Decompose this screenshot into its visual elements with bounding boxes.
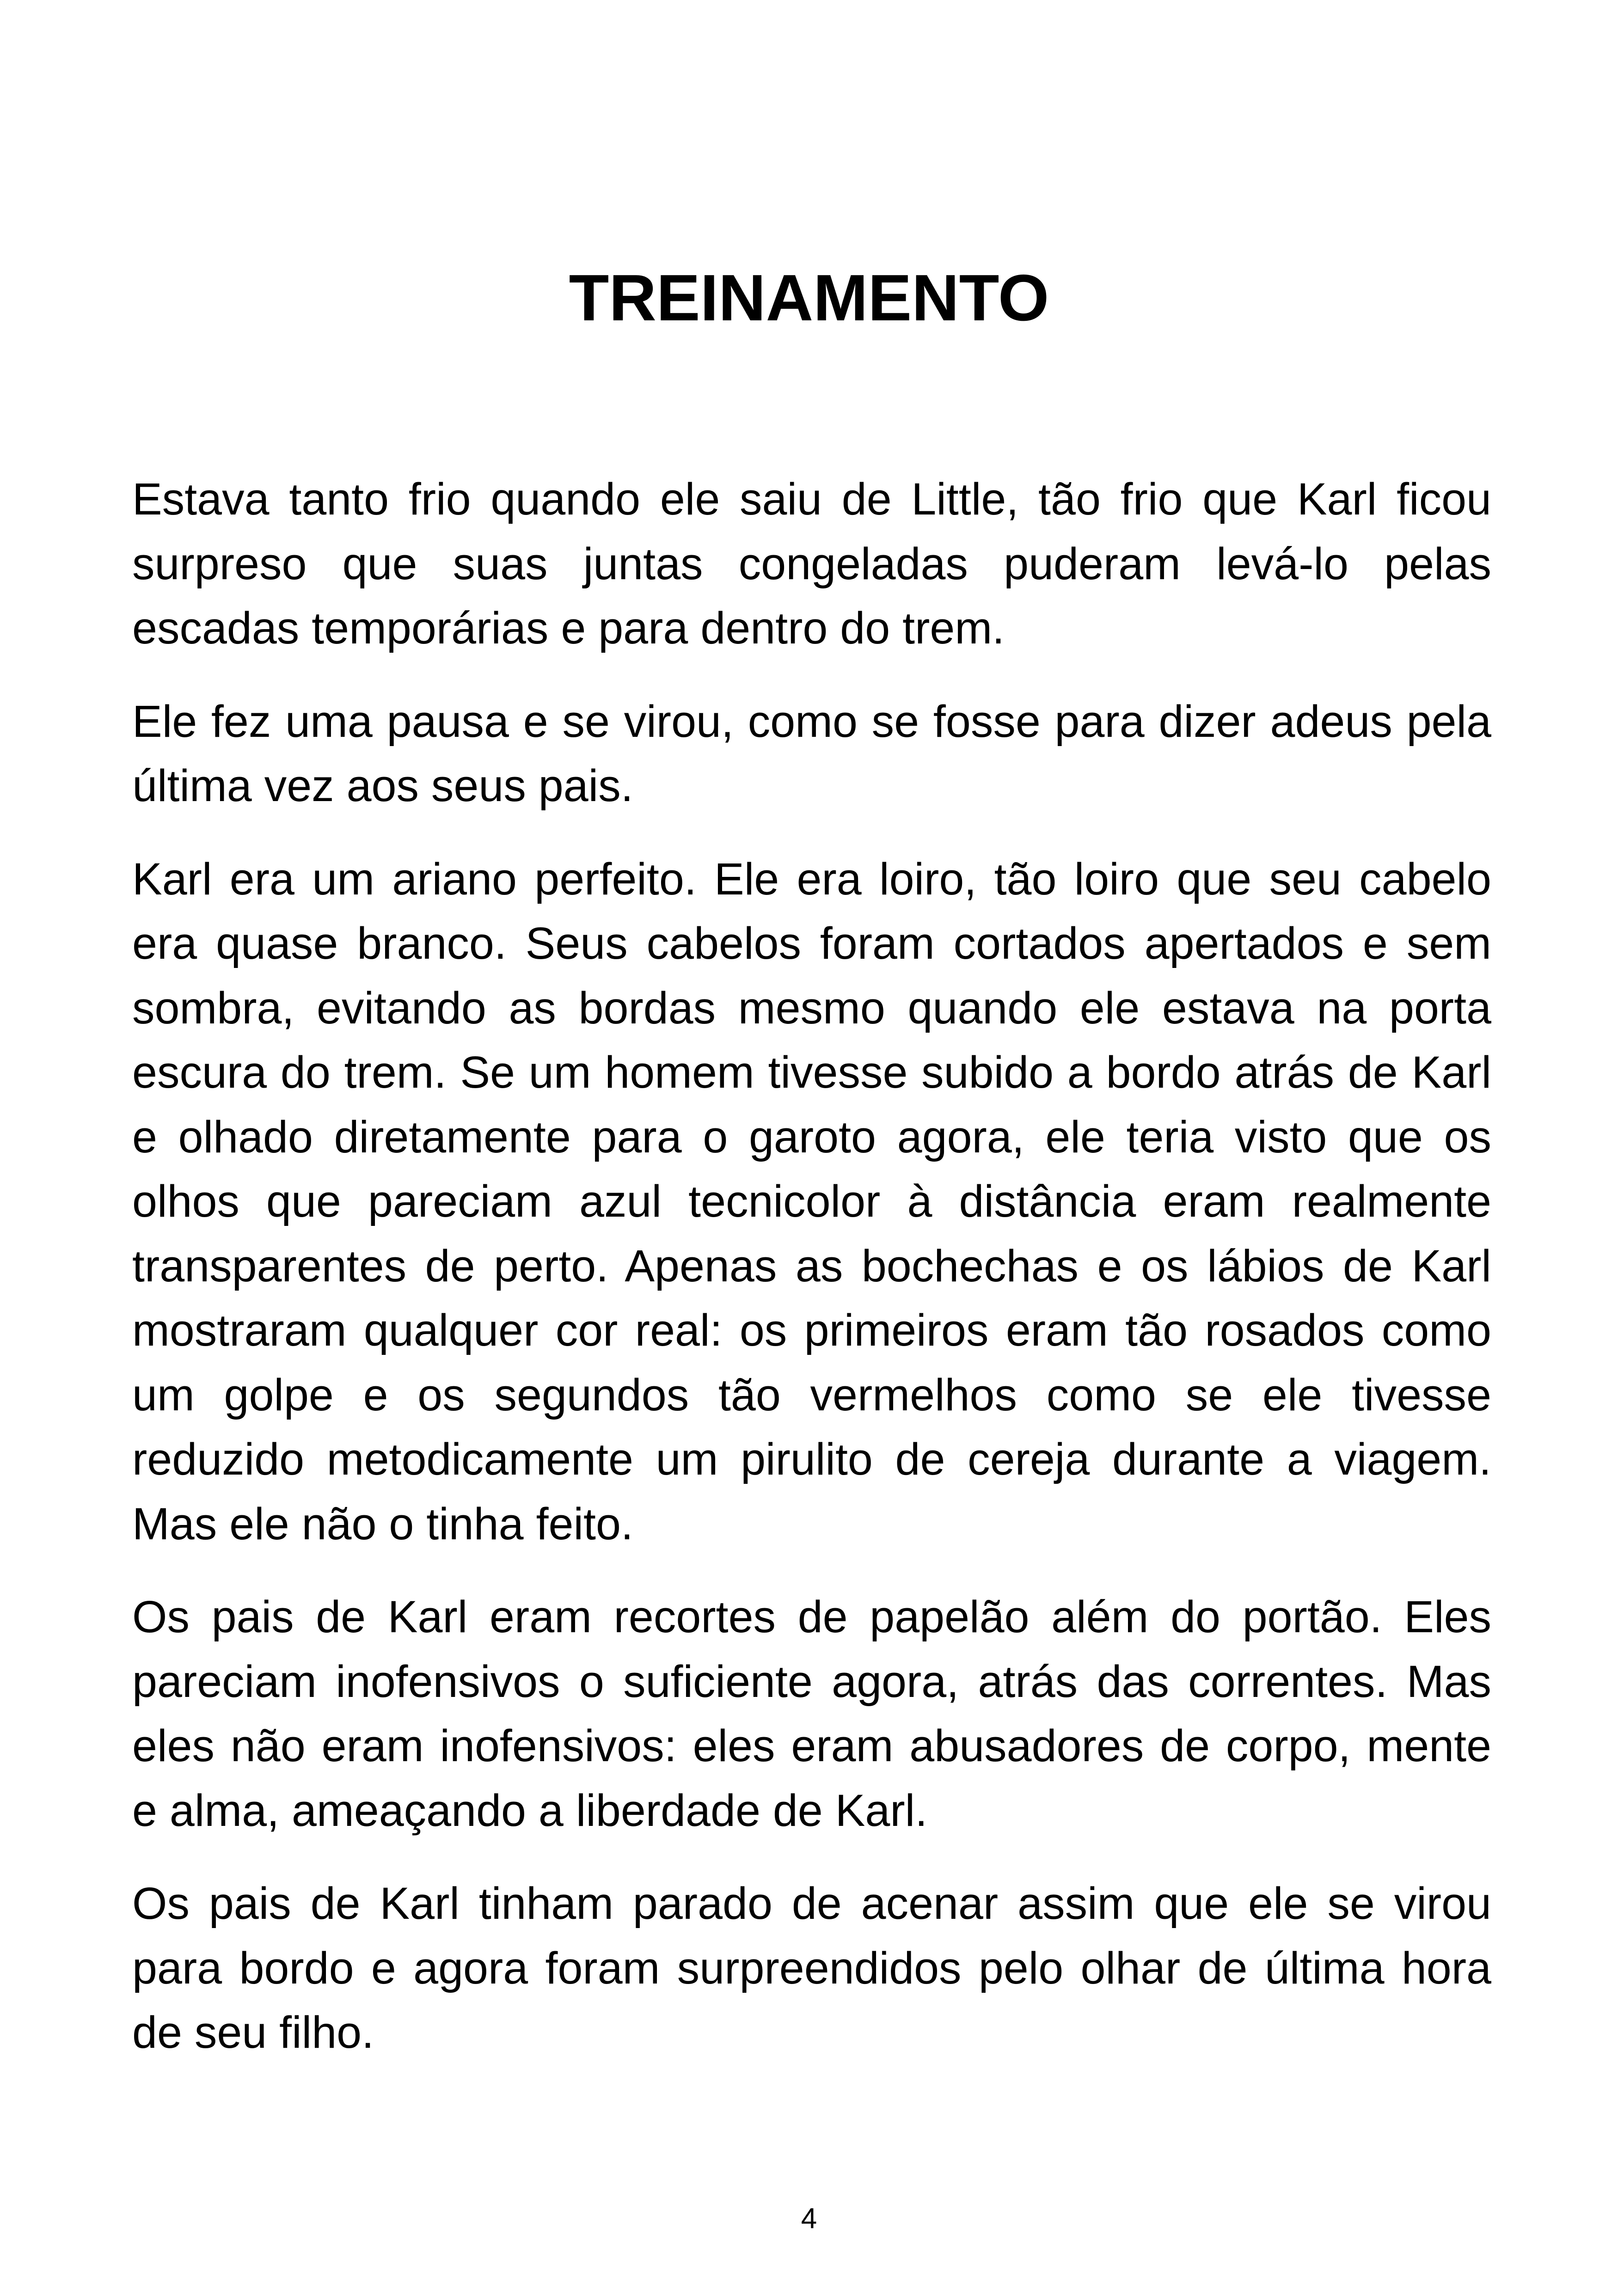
chapter-title: TREINAMENTO — [569, 261, 1049, 335]
paragraph-4: Os pais de Karl eram recortes de papelão além do portão. Eles pareciam inofensivos o suficiente agora, atrás das correntes. Mas eles não eram inofensivos: eles eram abusadores de corpo, mente e alma, ameaçando a liberdade de Karl. — [132, 1592, 1491, 1836]
paragraph-3: Karl era um ariano perfeito. Ele era loiro, tão loiro que seu cabelo era quase branco. Seus cabelos foram cortados apertados e sem sombra, evitando as bordas mesmo quando ele estava na porta escura do trem. Se um homem tivesse subido a bordo atrás de Karl e olhado diretamente para o garoto agora, ele teria visto que os olhos que pareciam azul tecnicolor à distância eram realmente transparentes de perto. Apenas as bochechas e os lábios de Karl mostraram qualquer cor real: os primeiros eram tão rosados como um golpe e os segundos tão vermelhos como se ele tivesse reduzido metodicamente um pirulito de cereja durante a viagem. Mas ele não o tinha feito. — [132, 853, 1491, 1549]
paragraph-2: Ele fez uma pausa e se virou, como se fosse para dizer adeus pela última vez aos seus pais. — [132, 696, 1491, 811]
body-text — [132, 467, 1491, 2094]
page-number: 4 — [801, 2203, 817, 2235]
paragraph-5: Os pais de Karl tinham parado de acenar assim que ele se virou para bordo e agora foram surpreendidos pelo olhar de última hora de seu filho. — [132, 1878, 1491, 2057]
paragraph-1: Estava tanto frio quando ele saiu de Little, tão frio que Karl ficou surpreso que suas juntas congeladas puderam levá-lo pelas escadas temporárias e para dentro do trem. — [132, 474, 1491, 653]
